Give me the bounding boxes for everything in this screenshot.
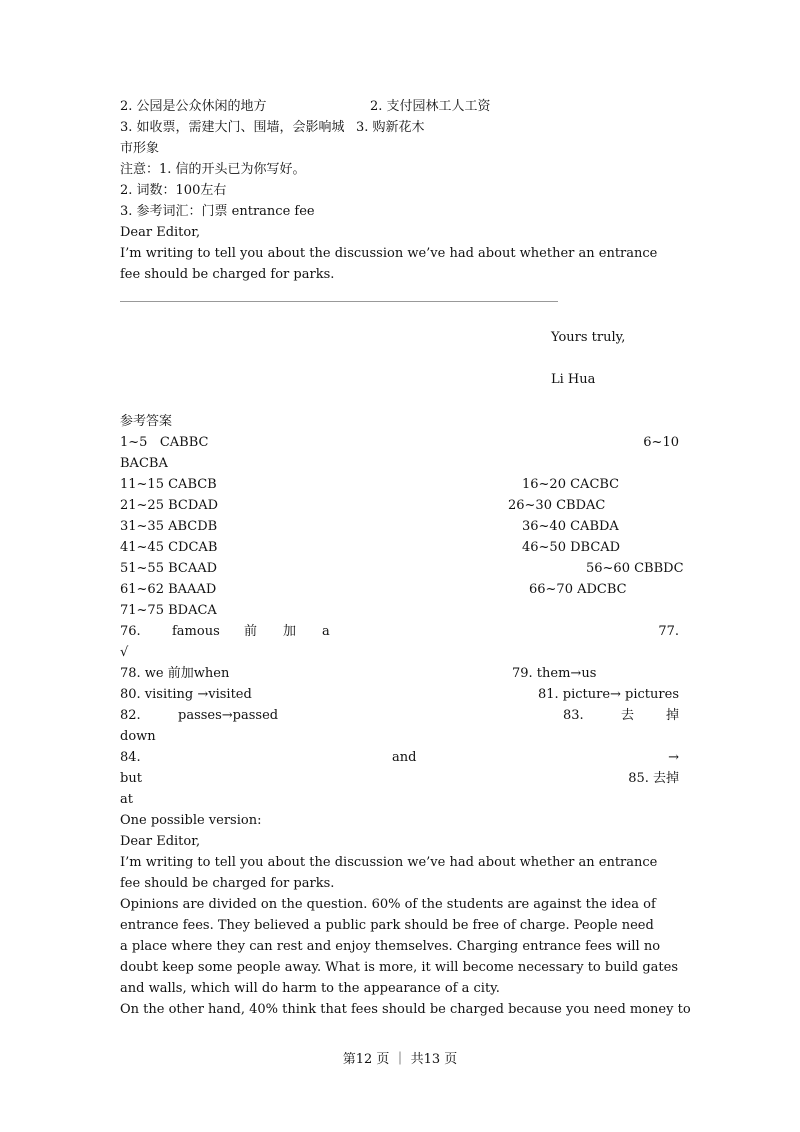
correction-76-number: 76. xyxy=(120,624,141,639)
letter-line-1: I’m writing to tell you about the discussion we’ve had about whether an entrance xyxy=(120,246,658,261)
letter-salutation: Dear Editor, xyxy=(120,225,201,240)
answers-heading: 参考答案 xyxy=(120,414,173,429)
correction-77-mark: √ xyxy=(120,645,129,660)
point-left-3: 3. 如收票，需建大门、围墙，会影响城 xyxy=(120,120,345,135)
sample-line: doubt keep some people away. What is more, it will become necessary to build gates xyxy=(120,960,679,975)
correction-85-word: at xyxy=(120,792,133,807)
letter-line-2: fee should be charged for parks. xyxy=(120,267,335,282)
correction-82: passes→passed xyxy=(178,708,279,723)
answers-row-8: 71~75 BDACA xyxy=(120,603,217,618)
closing-yours: Yours truly, xyxy=(551,330,626,345)
sample-salutation: Dear Editor, xyxy=(120,834,201,849)
note-vocab: 3. 参考词汇：门票 entrance fee xyxy=(120,204,315,219)
correction-82-number: 82. xyxy=(120,708,141,723)
note-word-count: 2. 词数：100左右 xyxy=(120,183,227,198)
sample-line: a place where they can rest and enjoy themselves. Charging entrance fees will no xyxy=(120,939,661,954)
correction-79: 79. them→us xyxy=(512,666,597,681)
correction-83-qu: 去 xyxy=(621,708,635,723)
correction-76-qian: 前 xyxy=(244,624,258,639)
point-right-3: 3. 购新花木 xyxy=(356,120,425,135)
sample-line: fee should be charged for parks. xyxy=(120,876,335,891)
correction-78: 78. we 前加when xyxy=(120,666,230,681)
sample-line: and walls, which will do harm to the appearance of a city. xyxy=(120,981,500,996)
correction-84-and: and xyxy=(392,750,417,765)
correction-83-word: down xyxy=(120,729,156,744)
writing-line xyxy=(120,301,558,302)
sample-line: On the other hand, 40% think that fees should be charged because you need money to xyxy=(120,1002,691,1017)
answers-row-4-left: 31~35 ABCDB xyxy=(120,519,218,534)
closing-name: Li Hua xyxy=(551,372,596,387)
correction-76-word: famous xyxy=(172,624,220,639)
answers-row-3-right: 26~30 CBDAC xyxy=(508,498,606,513)
sample-line: Opinions are divided on the question. 60% of the students are against the idea of xyxy=(120,897,656,912)
answers-row-2-left: 11~15 CABCB xyxy=(120,477,217,492)
point-left-2: 2. 公园是公众休闲的地方 xyxy=(120,99,267,114)
answers-row-6-right: 56~60 CBBDC xyxy=(586,561,684,576)
correction-76-jia: 加 xyxy=(283,624,297,639)
correction-77-number: 77. xyxy=(658,624,679,639)
answers-row-1-right: 6~10 xyxy=(643,435,679,450)
answers-row-5-left: 41~45 CDCAB xyxy=(120,540,218,555)
note-title: 注意：1. 信的开头已为你写好。 xyxy=(120,162,306,177)
answers-row-7-left: 61~62 BAAAD xyxy=(120,582,217,597)
correction-84-word: but xyxy=(120,771,142,786)
answers-row-1-cont: BACBA xyxy=(120,456,168,471)
sample-heading: One possible version: xyxy=(120,813,262,828)
correction-83-diao: 掉 xyxy=(665,708,679,723)
correction-83-number: 83. xyxy=(563,708,584,723)
answers-row-7-right: 66~70 ADCBC xyxy=(529,582,627,597)
sample-line: entrance fees. They believed a public park should be free of charge. People need xyxy=(120,918,654,933)
correction-81: 81. picture→ pictures xyxy=(537,687,679,702)
answers-row-2-right: 16~20 CACBC xyxy=(522,477,620,492)
answers-row-1-left: 1~5 CABBC xyxy=(120,435,209,450)
arrow-icon: → xyxy=(668,750,679,765)
answers-row-3-left: 21~25 BCDAD xyxy=(120,498,219,513)
correction-76-a: a xyxy=(322,624,330,639)
sample-line: I’m writing to tell you about the discussion we’ve had about whether an entrance xyxy=(120,855,658,870)
correction-80: 80. visiting →visited xyxy=(120,687,252,702)
answers-row-5-right: 46~50 DBCAD xyxy=(522,540,621,555)
correction-85: 85. 去掉 xyxy=(628,771,679,786)
page-footer: 第12 页 ｜ 共13 页 xyxy=(342,1052,458,1067)
point-right-2: 2. 支付园林工人工资 xyxy=(370,99,491,114)
answers-row-4-right: 36~40 CABDA xyxy=(522,519,619,534)
answers-row-6-left: 51~55 BCAAD xyxy=(120,561,218,576)
point-left-3-cont: 市形象 xyxy=(120,141,160,156)
correction-84-number: 84. xyxy=(120,750,141,765)
